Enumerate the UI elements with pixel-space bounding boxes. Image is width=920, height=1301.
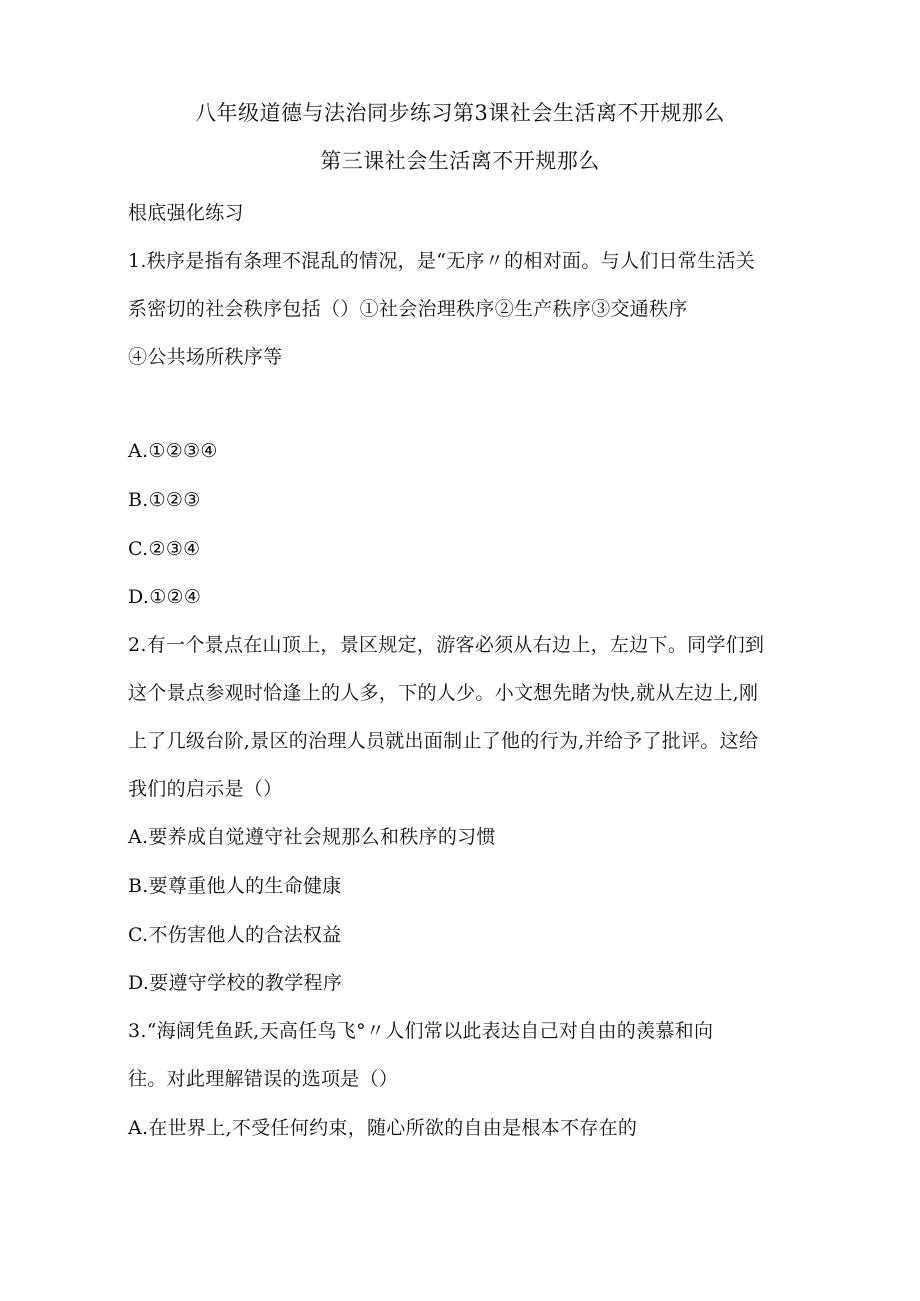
option-c: C.不伤害他人的合法权益	[128, 924, 342, 946]
question-stem-line: 系密切的社会秩序包括（）①社会治理秩序②生产秩序③交通秩序	[128, 298, 688, 320]
document-title: 八年级道德与法治同步练习第3课社会生活离不开规那么	[195, 101, 725, 125]
question-stem-line: 上了几级台阶,景区的治理人员就出面制止了他的行为,并给予了批评。这给	[128, 730, 759, 752]
question-stem-line: ④公共场所秩序等	[128, 346, 283, 368]
question-stem-line: 3.“海阔凭鱼跃,天高任鸟飞°〃人们常以此表达自己对自由的羡慕和向	[128, 1020, 714, 1042]
section-heading: 根底强化练习	[128, 202, 244, 224]
option-d: D.要遵守学校的教学程序	[128, 972, 343, 994]
question-stem-line: 往。对此理解错误的选项是（）	[128, 1068, 399, 1090]
question-stem-line: 我们的启示是（）	[128, 778, 283, 800]
option-a: A.在世界上,不受任何约束，随心所欲的自由是根本不存在的	[128, 1117, 638, 1139]
question-stem-line: 1.秩序是指有条理不混乱的情况，是“无序〃的相对面。与人们日常生活关	[128, 250, 756, 272]
option-d: D.①②④	[128, 586, 202, 608]
option-c: C.②③④	[128, 538, 201, 560]
option-a: A.①②③④	[128, 440, 218, 462]
document-subtitle: 第三课社会生活离不开规那么	[320, 149, 600, 173]
option-b: B.要尊重他人的生命健康	[128, 875, 342, 897]
option-b: B.①②③	[128, 489, 201, 511]
question-stem-line: 这个景点参观时恰逢上的人多，下的人少。小文想先睹为快,就从左边上,刚	[128, 682, 759, 704]
question-stem-line: 2.有一个景点在山顶上，景区规定，游客必须从右边上，左边下。同学们到	[128, 634, 765, 656]
option-a: A.要养成自觉遵守社会规那么和秩序的习惯	[128, 826, 496, 848]
